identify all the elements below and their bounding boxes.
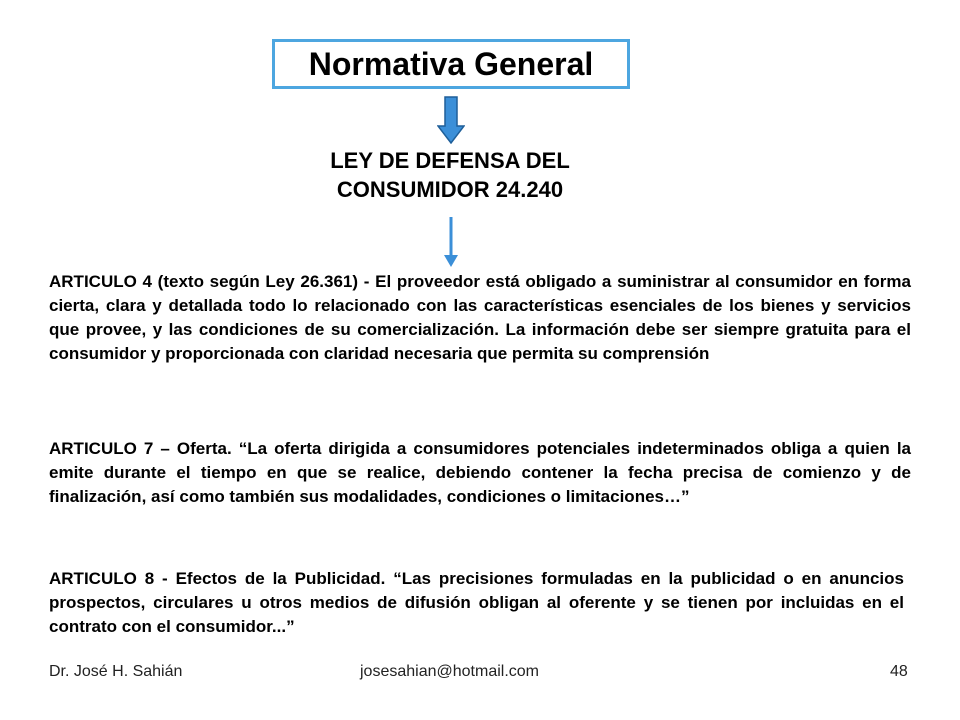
slide-title: Normativa General — [308, 45, 594, 82]
footer-author: Dr. José H. Sahián — [49, 663, 183, 680]
footer-email: josesahian@hotmail.com — [360, 663, 539, 680]
article-4-paragraph: ARTICULO 4 (texto según Ley 26.361) - El proveedor está obligado a suministrar al consumidor en forma cierta, clara y detallada todo lo relacionado con las características esenciales de los bienes y servicios que provee, y las condiciones de su comercialización. La información debe ser siempre gratuita para el consumidor y proporcionada con claridad necesaria que permita su comprensión — [49, 272, 911, 363]
law-subtitle — [250, 146, 650, 204]
footer-page-number: 48 — [890, 663, 908, 680]
article-8-paragraph: ARTICULO 8 - Efectos de la Publicidad. “Las precisiones formuladas en la publicidad o en anuncios prospectos, circulares u otros medios de difusión obligan al oferente y se tienen por incluidas en el contrato con el consumidor...” — [49, 569, 904, 636]
law-subtitle-line-1: LEY DE DEFENSA DEL — [330, 148, 570, 173]
thin-down-arrow-icon — [441, 217, 461, 267]
article-7-paragraph: ARTICULO 7 – Oferta. “La oferta dirigida a consumidores potenciales indeterminados obliga a quien la emite durante el tiempo en que se realice, debiendo contener la fecha precisa de comienzo y de finalización, así como también sus modalidades, condiciones o limitaciones…” — [49, 439, 911, 506]
slide-title-box — [272, 39, 630, 89]
down-arrow-icon — [437, 96, 465, 144]
law-subtitle-line-2: CONSUMIDOR 24.240 — [336, 177, 564, 202]
